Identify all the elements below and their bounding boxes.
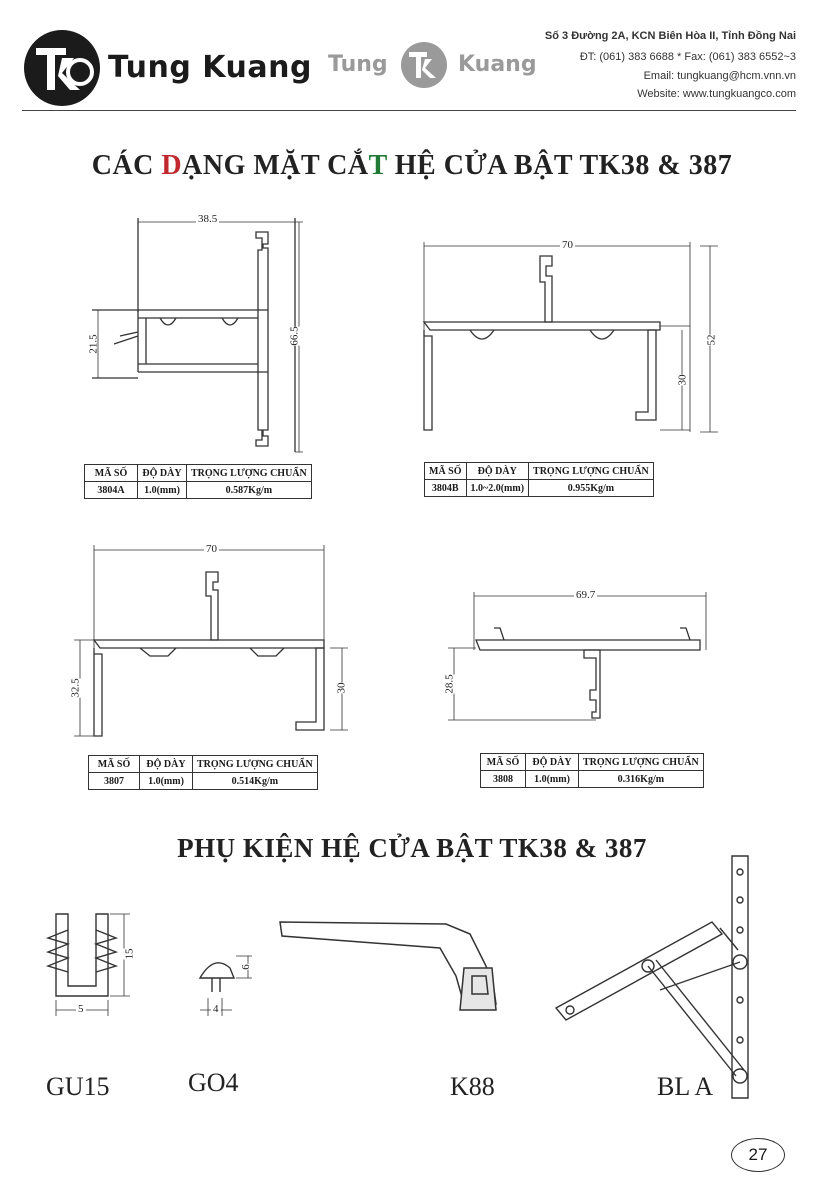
dim-3804b-height: 52 xyxy=(705,334,718,346)
dim-3807-height-left: 32.5 xyxy=(69,678,82,698)
dim-gu15-width: 5 xyxy=(78,1003,84,1015)
company-email: Email: tungkuang@hcm.vnn.vn xyxy=(643,70,796,82)
dim-3804b-height-small: 30 xyxy=(676,374,689,386)
page-number: 27 xyxy=(731,1138,785,1172)
spec-table-3808: MÃ SỐ ĐỘ DÀY TRỌNG LƯỢNG CHUẨN 3808 1.0(mm) 0.316Kg/m xyxy=(480,753,704,788)
label-k88: K88 xyxy=(450,1072,495,1101)
bla-friction-hinge-icon xyxy=(556,856,748,1098)
dim-3804a-width: 38.5 xyxy=(198,213,218,225)
label-bla: BL A xyxy=(657,1072,714,1101)
dim-3804a-height: 66.5 xyxy=(288,326,301,346)
spec-table-3807: MÃ SỐ ĐỘ DÀY TRỌNG LƯỢNG CHUẨN 3807 1.0(mm) 0.514Kg/m xyxy=(88,755,318,790)
dim-3808-width: 69.7 xyxy=(576,589,596,601)
label-go4: GO4 xyxy=(188,1068,239,1097)
company-website: Website: www.tungkuangco.com xyxy=(637,88,796,100)
brand-name: Tung Kuang xyxy=(108,50,312,85)
spec-table-3804a: MÃ SỐ ĐỘ DÀY TRỌNG LƯỢNG CHUẨN 3804A 1.0(mm) 0.587Kg/m xyxy=(84,464,312,499)
brand-grey-right: Kuang xyxy=(458,52,537,77)
k88-handle-icon xyxy=(280,922,496,1010)
dim-gu15-height: 15 xyxy=(123,948,136,960)
dim-3804a-height-small: 21.5 xyxy=(87,334,100,354)
dim-3804b-width: 70 xyxy=(562,239,573,251)
section-title-profiles: CÁC DẠNG MẶT CẮT HỆ CỬA BẬT TK38 & 387 xyxy=(91,150,733,181)
brand-grey-left: Tung xyxy=(328,52,388,77)
dim-3808-height: 28.5 xyxy=(443,674,456,694)
label-gu15: GU15 xyxy=(46,1072,110,1101)
section-title-accessories: PHỤ KIỆN HỆ CỬA BẬT TK38 & 387 xyxy=(177,833,647,863)
spec-table-3804b: MÃ SỐ ĐỘ DÀY TRỌNG LƯỢNG CHUẨN 3804B 1.0~2.0(mm) 0.955Kg/m xyxy=(424,462,654,497)
gu15-gasket-icon xyxy=(48,914,130,1016)
dim-3807-width: 70 xyxy=(206,543,217,555)
company-address: Số 3 Đường 2A, KCN Biên Hòa II, Tỉnh Đồng Nai xyxy=(544,30,796,42)
company-phone-fax: ĐT: (061) 383 6688 * Fax: (061) 383 6552~3 xyxy=(579,51,796,63)
dim-go4-height: 6 xyxy=(239,964,252,970)
dim-3807-height-right: 30 xyxy=(335,682,348,694)
dim-go4-width: 4 xyxy=(213,1003,219,1015)
